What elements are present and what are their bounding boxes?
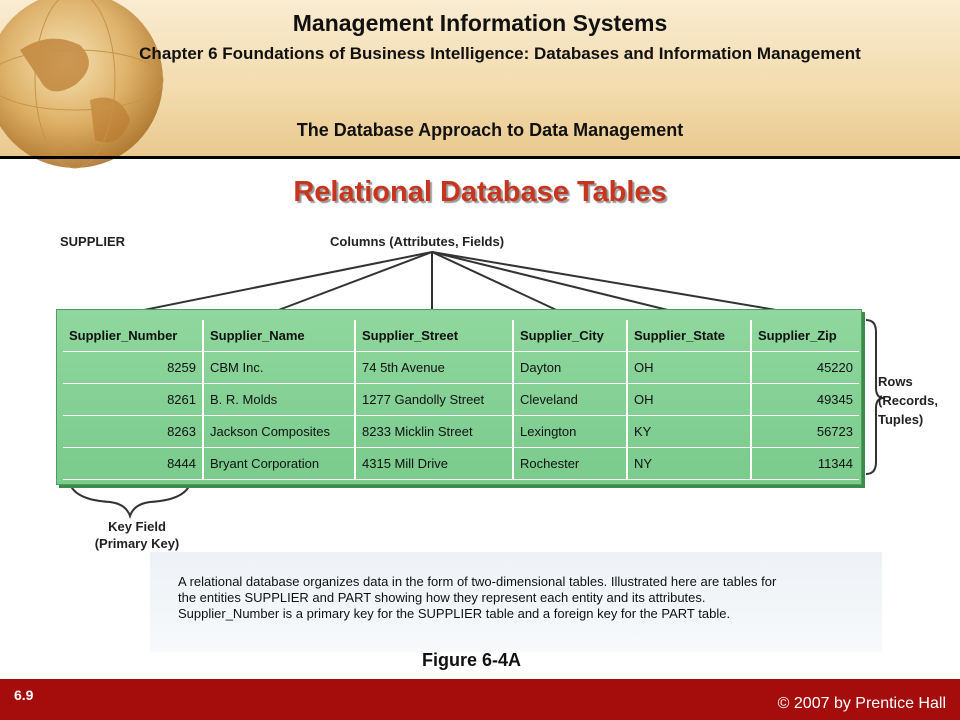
table-cell: Bryant Corporation xyxy=(203,448,355,480)
table-header-row xyxy=(63,320,859,352)
header-title: Management Information Systems xyxy=(292,10,668,36)
column-header: Supplier_Number xyxy=(63,320,203,352)
table-name-label: SUPPLIER xyxy=(60,234,126,249)
table-row xyxy=(63,352,859,384)
table-cell: Dayton xyxy=(513,352,627,384)
relational-table xyxy=(63,320,859,480)
rows-label: Rows (Records, Tuples) xyxy=(878,374,938,427)
table-cell: 49345 xyxy=(751,384,859,416)
table-cell: 8263 xyxy=(63,416,203,448)
section-title: The Database Approach to Data Management xyxy=(296,120,684,140)
figure-label: Figure 6-4A xyxy=(422,650,522,670)
table-cell: KY xyxy=(627,416,751,448)
header-subtitle: Chapter 6 Foundations of Business Intelligence: Databases and Information Management xyxy=(139,44,861,63)
table-cell: 45220 xyxy=(751,352,859,384)
table-cell: OH xyxy=(627,352,751,384)
column-header: Supplier_Zip xyxy=(751,320,859,352)
supplier-table xyxy=(56,309,862,485)
columns-label: Columns (Attributes, Fields) xyxy=(330,234,505,249)
footer-bar xyxy=(0,679,960,720)
column-header: Supplier_State xyxy=(627,320,751,352)
table-row xyxy=(63,416,859,448)
table-cell: 11344 xyxy=(751,448,859,480)
table-cell: 56723 xyxy=(751,416,859,448)
table-cell: 8233 Micklin Street xyxy=(355,416,513,448)
table-cell: OH xyxy=(627,384,751,416)
copyright-text: © 2007 by Prentice Hall xyxy=(777,695,946,712)
column-header: Supplier_City xyxy=(513,320,627,352)
table-cell: Cleveland xyxy=(513,384,627,416)
table-cell: 8444 xyxy=(63,448,203,480)
slide-title: Relational Database Tables xyxy=(293,176,667,208)
column-header: Supplier_Street xyxy=(355,320,513,352)
table-cell: 74 5th Avenue xyxy=(355,352,513,384)
table-cell: CBM Inc. xyxy=(203,352,355,384)
table-cell: NY xyxy=(627,448,751,480)
table-row xyxy=(63,384,859,416)
table-cell: Jackson Composites xyxy=(203,416,355,448)
table-cell: 8261 xyxy=(63,384,203,416)
column-header: Supplier_Name xyxy=(203,320,355,352)
key-field-label: Key Field (Primary Key) xyxy=(94,519,180,551)
table-cell: 1277 Gandolly Street xyxy=(355,384,513,416)
table-cell: 8259 xyxy=(63,352,203,384)
table-cell: Rochester xyxy=(513,448,627,480)
table-cell: B. R. Molds xyxy=(203,384,355,416)
table-cell: 4315 Mill Drive xyxy=(355,448,513,480)
table-row xyxy=(63,448,859,480)
figure-caption: A relational database organizes data in the form of two-dimensional tables. Illustrated here are tables for the entities SUPPLIER and PART showing how they represent each entity and its attributes. Supplier_Number is a primary key for the SUPPLIER table and a foreign key for the PART table. xyxy=(178,574,777,621)
table-cell: Lexington xyxy=(513,416,627,448)
slide-number: 6.9 xyxy=(14,687,34,703)
